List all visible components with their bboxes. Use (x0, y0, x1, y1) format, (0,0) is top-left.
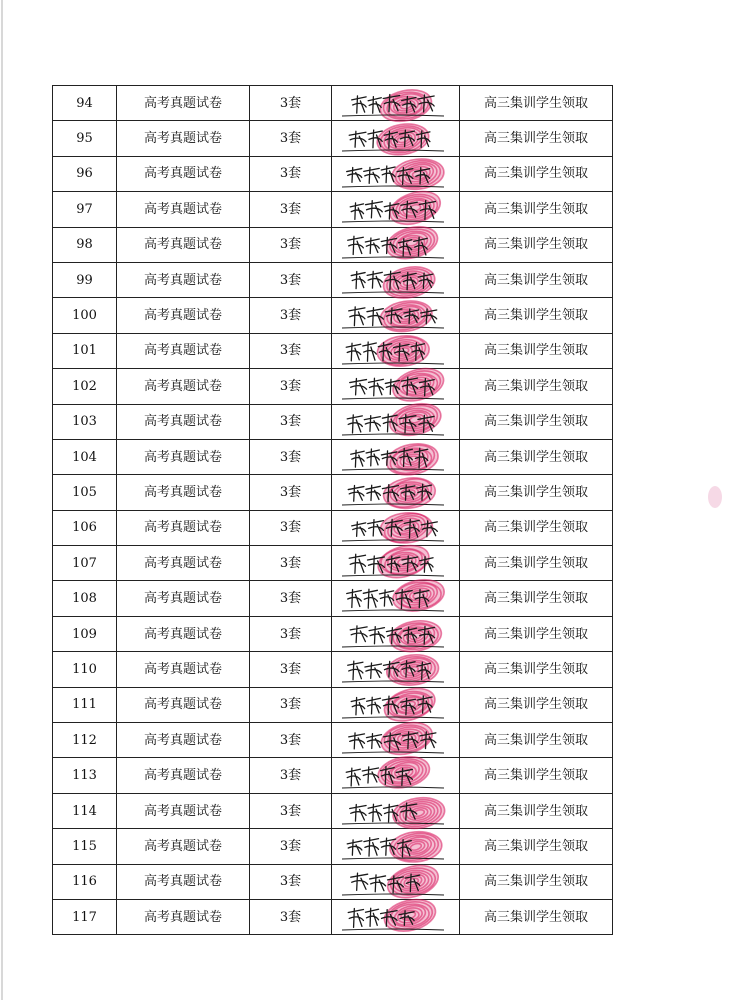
remark-cell: 高三集训学生领取 (460, 227, 613, 262)
quantity-cell: 3套 (250, 581, 332, 616)
signature-cell (332, 510, 460, 545)
table-row (53, 227, 613, 262)
item-name-cell: 高考真题试卷 (117, 616, 250, 651)
remark-cell: 高三集训学生领取 (460, 546, 613, 581)
signature-cell (332, 156, 460, 191)
row-number-cell: 113 (53, 758, 117, 793)
signature-with-fingerprint-icon (332, 865, 459, 899)
table-row (53, 192, 613, 227)
remark-cell: 高三集训学生领取 (460, 510, 613, 545)
remark-cell: 高三集训学生领取 (460, 121, 613, 156)
signature-with-fingerprint-icon (332, 157, 459, 191)
signature-with-fingerprint-icon (332, 228, 459, 262)
signature-cell (332, 723, 460, 758)
item-name-cell: 高考真题试卷 (117, 864, 250, 899)
remark-cell: 高三集训学生领取 (460, 758, 613, 793)
signature-with-fingerprint-icon (332, 86, 459, 120)
quantity-cell: 3套 (250, 439, 332, 474)
row-number-cell: 112 (53, 723, 117, 758)
item-name-cell: 高考真题试卷 (117, 121, 250, 156)
signature-with-fingerprint-icon (332, 581, 459, 615)
fingerprint-icon (391, 794, 447, 831)
item-name-cell: 高考真题试卷 (117, 475, 250, 510)
remark-cell: 高三集训学生领取 (460, 192, 613, 227)
quantity-cell: 3套 (250, 475, 332, 510)
row-number-cell: 99 (53, 262, 117, 297)
remark-cell: 高三集训学生领取 (460, 829, 613, 864)
signature-with-fingerprint-icon (332, 546, 459, 580)
signature-cell (332, 439, 460, 474)
signature-with-fingerprint-icon (332, 121, 459, 155)
quantity-cell: 3套 (250, 546, 332, 581)
signature-with-fingerprint-icon (332, 829, 459, 863)
item-name-cell: 高考真题试卷 (117, 581, 250, 616)
table-row (53, 86, 613, 121)
item-name-cell: 高考真题试卷 (117, 333, 250, 368)
signature-cell (332, 86, 460, 121)
quantity-cell: 3套 (250, 616, 332, 651)
remark-cell: 高三集训学生领取 (460, 86, 613, 121)
remark-cell: 高三集训学生领取 (460, 723, 613, 758)
signature-with-fingerprint-icon (332, 688, 459, 722)
table-row (53, 546, 613, 581)
row-number-cell: 103 (53, 404, 117, 439)
item-name-cell: 高考真题试卷 (117, 687, 250, 722)
row-number-cell: 101 (53, 333, 117, 368)
table-row (53, 581, 613, 616)
table-row (53, 758, 613, 793)
remark-cell: 高三集训学生领取 (460, 616, 613, 651)
signature-with-fingerprint-icon (332, 758, 459, 792)
remark-cell: 高三集训学生领取 (460, 864, 613, 899)
signature-cell (332, 687, 460, 722)
remark-cell: 高三集训学生领取 (460, 899, 613, 934)
table-row (53, 262, 613, 297)
signature-cell (332, 369, 460, 404)
row-number-cell: 102 (53, 369, 117, 404)
row-number-cell: 94 (53, 86, 117, 121)
quantity-cell: 3套 (250, 687, 332, 722)
item-name-cell: 高考真题试卷 (117, 369, 250, 404)
table-row (53, 439, 613, 474)
table-row (53, 829, 613, 864)
item-name-cell: 高考真题试卷 (117, 86, 250, 121)
remark-cell: 高三集训学生领取 (460, 404, 613, 439)
remark-cell: 高三集训学生领取 (460, 793, 613, 828)
signature-with-fingerprint-icon (332, 617, 459, 651)
item-name-cell: 高考真题试卷 (117, 192, 250, 227)
remark-cell: 高三集训学生领取 (460, 333, 613, 368)
distribution-record-table (52, 85, 613, 935)
quantity-cell: 3套 (250, 121, 332, 156)
quantity-cell: 3套 (250, 793, 332, 828)
quantity-cell: 3套 (250, 758, 332, 793)
quantity-cell: 3套 (250, 723, 332, 758)
remark-cell: 高三集训学生领取 (460, 298, 613, 333)
table-row (53, 404, 613, 439)
signature-cell (332, 758, 460, 793)
scan-page-edge (1, 0, 3, 1000)
row-number-cell: 100 (53, 298, 117, 333)
quantity-cell: 3套 (250, 369, 332, 404)
signature-with-fingerprint-icon (332, 900, 459, 934)
remark-cell: 高三集训学生领取 (460, 369, 613, 404)
signature-with-fingerprint-icon (332, 192, 459, 226)
row-number-cell: 98 (53, 227, 117, 262)
row-number-cell: 105 (53, 475, 117, 510)
item-name-cell: 高考真题试卷 (117, 510, 250, 545)
signature-cell (332, 829, 460, 864)
table-row (53, 156, 613, 191)
quantity-cell: 3套 (250, 652, 332, 687)
quantity-cell: 3套 (250, 262, 332, 297)
signature-cell (332, 121, 460, 156)
remark-cell: 高三集训学生领取 (460, 262, 613, 297)
item-name-cell: 高考真题试卷 (117, 793, 250, 828)
item-name-cell: 高考真题试卷 (117, 758, 250, 793)
table-row (53, 864, 613, 899)
row-number-cell: 104 (53, 439, 117, 474)
signature-with-fingerprint-icon (332, 723, 459, 757)
row-number-cell: 108 (53, 581, 117, 616)
signature-with-fingerprint-icon (332, 794, 459, 828)
item-name-cell: 高考真题试卷 (117, 723, 250, 758)
quantity-cell: 3套 (250, 404, 332, 439)
fingerprint-icon (382, 474, 437, 512)
row-number-cell: 116 (53, 864, 117, 899)
signature-with-fingerprint-icon (332, 475, 459, 509)
quantity-cell: 3套 (250, 192, 332, 227)
signature-cell (332, 616, 460, 651)
row-number-cell: 95 (53, 121, 117, 156)
table-row (53, 475, 613, 510)
item-name-cell: 高考真题试卷 (117, 546, 250, 581)
fingerprint-icon (389, 363, 447, 407)
signature-with-fingerprint-icon (332, 511, 459, 545)
fingerprint-icon (377, 85, 434, 126)
fingerprint-icon (386, 186, 445, 230)
signature-with-fingerprint-icon (332, 440, 459, 474)
quantity-cell: 3套 (250, 86, 332, 121)
signature-cell (332, 192, 460, 227)
quantity-cell: 3套 (250, 227, 332, 262)
table-row (53, 652, 613, 687)
signature-with-fingerprint-icon (332, 369, 459, 403)
faint-ink-smudge (708, 486, 722, 508)
table-row (53, 510, 613, 545)
fingerprint-icon (375, 121, 431, 159)
item-name-cell: 高考真题试卷 (117, 298, 250, 333)
signature-cell (332, 864, 460, 899)
signature-cell (332, 793, 460, 828)
quantity-cell: 3套 (250, 156, 332, 191)
remark-cell: 高三集训学生领取 (460, 581, 613, 616)
signature-cell (332, 404, 460, 439)
row-number-cell: 110 (53, 652, 117, 687)
signature-cell (332, 333, 460, 368)
quantity-cell: 3套 (250, 333, 332, 368)
row-number-cell: 97 (53, 192, 117, 227)
fingerprint-icon (375, 753, 432, 793)
table-row (53, 687, 613, 722)
signature-with-fingerprint-icon (332, 263, 459, 297)
item-name-cell: 高考真题试卷 (117, 829, 250, 864)
fingerprint-icon (374, 540, 432, 583)
remark-cell: 高三集训学生领取 (460, 439, 613, 474)
item-name-cell: 高考真题试卷 (117, 262, 250, 297)
row-number-cell: 109 (53, 616, 117, 651)
item-name-cell: 高考真题试卷 (117, 156, 250, 191)
signature-cell (332, 581, 460, 616)
table-row (53, 793, 613, 828)
row-number-cell: 107 (53, 546, 117, 581)
item-name-cell: 高考真题试卷 (117, 227, 250, 262)
row-number-cell: 117 (53, 899, 117, 934)
signature-cell (332, 298, 460, 333)
remark-cell: 高三集训学生领取 (460, 156, 613, 191)
item-name-cell: 高考真题试卷 (117, 899, 250, 934)
table-row (53, 298, 613, 333)
row-number-cell: 114 (53, 793, 117, 828)
remark-cell: 高三集训学生领取 (460, 475, 613, 510)
table-row (53, 121, 613, 156)
table-body (53, 86, 613, 935)
signature-cell (332, 262, 460, 297)
signature-cell (332, 475, 460, 510)
table-row (53, 723, 613, 758)
fingerprint-icon (385, 652, 440, 688)
remark-cell: 高三集训学生领取 (460, 652, 613, 687)
item-name-cell: 高考真题试卷 (117, 439, 250, 474)
row-number-cell: 96 (53, 156, 117, 191)
remark-cell: 高三集训学生领取 (460, 687, 613, 722)
signature-cell (332, 227, 460, 262)
table-row (53, 616, 613, 651)
signature-with-fingerprint-icon (332, 334, 459, 368)
item-name-cell: 高考真题试卷 (117, 404, 250, 439)
signature-with-fingerprint-icon (332, 652, 459, 686)
quantity-cell: 3套 (250, 829, 332, 864)
signature-cell (332, 652, 460, 687)
signature-with-fingerprint-icon (332, 298, 459, 332)
table-row (53, 333, 613, 368)
row-number-cell: 115 (53, 829, 117, 864)
row-number-cell: 111 (53, 687, 117, 722)
row-number-cell: 106 (53, 510, 117, 545)
quantity-cell: 3套 (250, 510, 332, 545)
table-row (53, 369, 613, 404)
item-name-cell: 高考真题试卷 (117, 652, 250, 687)
signature-cell (332, 546, 460, 581)
table-row (53, 899, 613, 934)
quantity-cell: 3套 (250, 298, 332, 333)
signature-cell (332, 899, 460, 934)
quantity-cell: 3套 (250, 899, 332, 934)
quantity-cell: 3套 (250, 864, 332, 899)
signature-with-fingerprint-icon (332, 405, 459, 439)
